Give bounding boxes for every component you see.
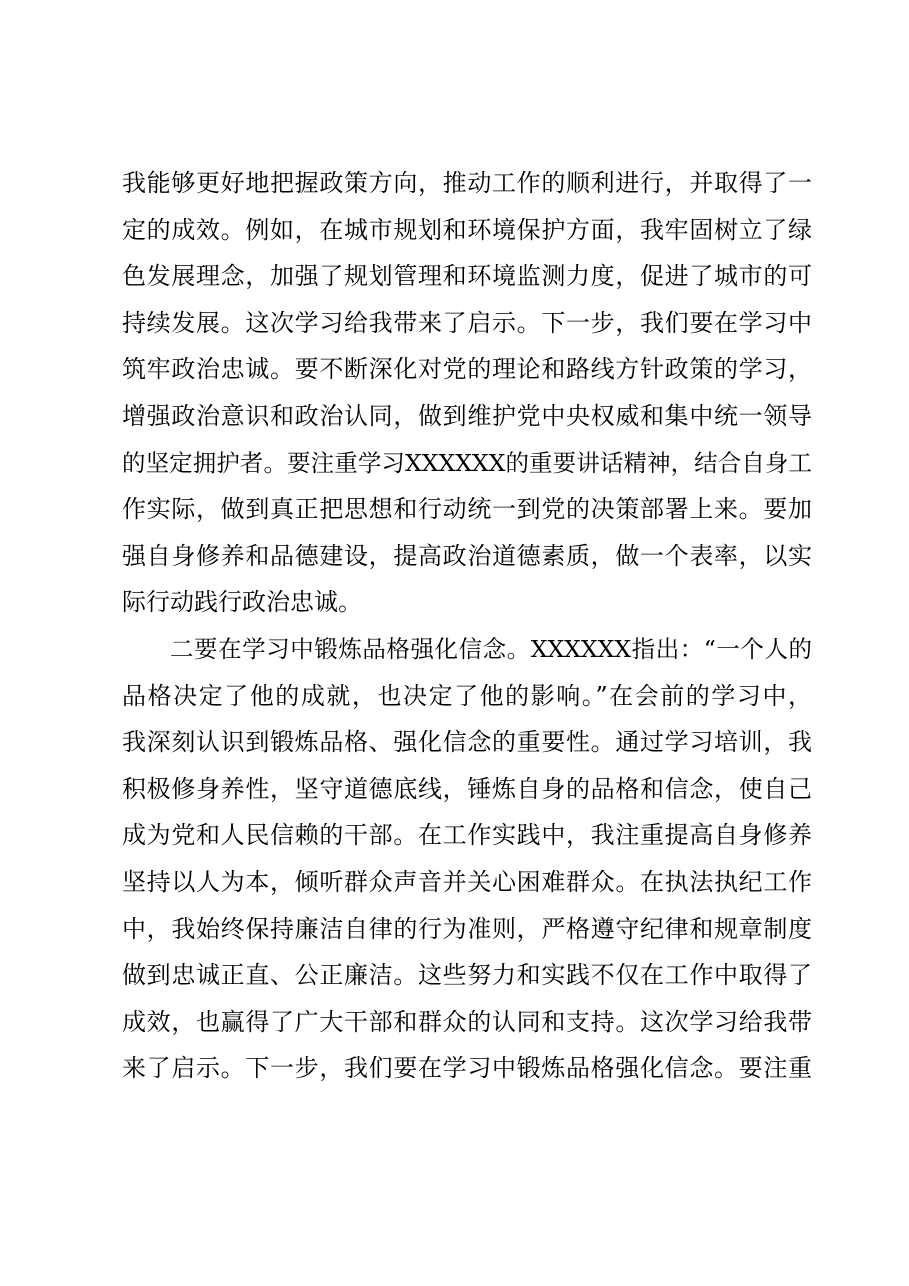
body-text bbox=[122, 160, 812, 1092]
text-line: 筑牢政治忠诚。要不断深化对党的理论和路线方针政策的学习， bbox=[122, 355, 812, 384]
paragraph-end-line: 际行动践行政治忠诚。 bbox=[122, 588, 362, 617]
text-line: 中，我始终保持廉洁自律的行为准则，严格遵守纪律和规章制度 bbox=[122, 914, 812, 943]
text-line: 来了启示。下一步，我们要在学习中锻炼品格强化信念。要注重 bbox=[122, 1054, 812, 1083]
text-line: 持续发展。这次学习给我带来了启示。下一步，我们要在学习中 bbox=[122, 308, 812, 337]
text-line: 积极修身养性，坚守道德底线，锤炼自身的品格和信念，使自己 bbox=[122, 774, 812, 803]
text-line: 成效，也赢得了广大干部和群众的认同和支持。这次学习给我带 bbox=[122, 1007, 812, 1036]
text-line: 作实际，做到真正把思想和行动统一到党的决策部署上来。要加 bbox=[122, 495, 812, 524]
text-line: 我深刻认识到锻炼品格、强化信念的重要性。通过学习培训，我 bbox=[122, 728, 812, 757]
text-line: 增强政治意识和政治认同，做到维护党中央权威和集中统一领导 bbox=[122, 401, 812, 430]
paragraph-start-line: 二要在学习中锻炼品格强化信念。XXXXXX指出：“一个人的 bbox=[170, 634, 812, 663]
text-line: 坚持以人为本，倾听群众声音并关心困难群众。在执法执纪工作 bbox=[122, 867, 812, 896]
text-line: 成为党和人民信赖的干部。在工作实践中，我注重提高自身修养 bbox=[122, 821, 812, 850]
text-line: 色发展理念，加强了规划管理和环境监测力度，促进了城市的可 bbox=[122, 262, 812, 291]
text-line: 的坚定拥护者。要注重学习XXXXXX的重要讲话精神，结合自身工 bbox=[122, 448, 812, 477]
text-line: 做到忠诚正直、公正廉洁。这些努力和实践不仅在工作中取得了 bbox=[122, 961, 812, 990]
text-line: 强自身修养和品德建设，提高政治道德素质，做一个表率，以实 bbox=[122, 541, 812, 570]
text-line: 定的成效。例如，在城市规划和环境保护方面，我牢固树立了绿 bbox=[122, 215, 812, 244]
text-line: 我能够更好地把握政策方向，推动工作的顺利进行，并取得了一 bbox=[122, 169, 812, 197]
text-line: 品格决定了他的成就，也决定了他的影响。”在会前的学习中， bbox=[122, 681, 812, 710]
